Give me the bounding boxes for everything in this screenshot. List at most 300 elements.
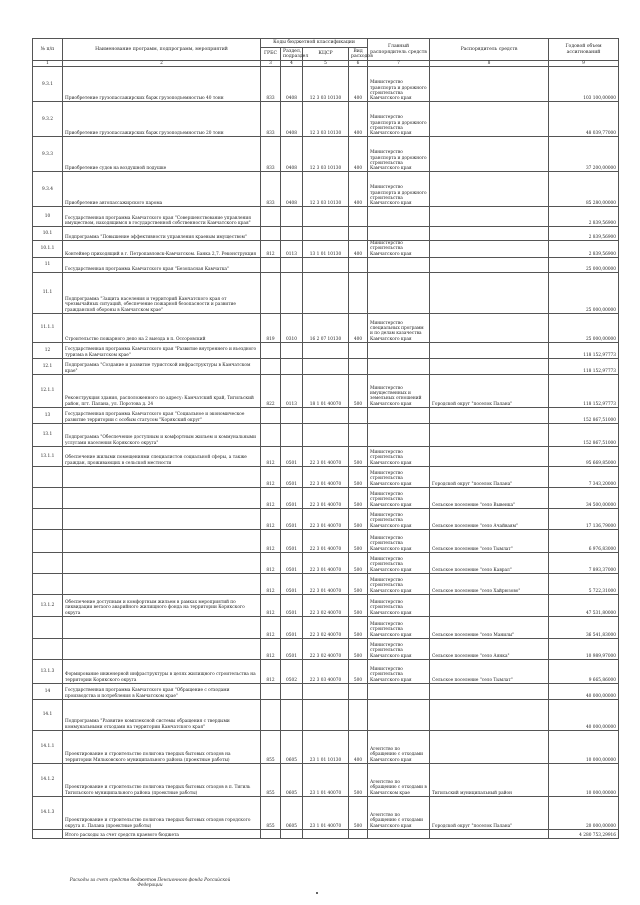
row-amount: 25 000,00000	[549, 257, 619, 272]
row-rasp	[430, 272, 549, 313]
row-name: Проектирование и строительство полигона твердых бытовых отходов на территории Мильковского муниципального района (проектные работы)	[63, 730, 261, 763]
row-rasp	[430, 358, 549, 374]
table-row	[33, 552, 619, 573]
table-row	[33, 487, 619, 508]
row-amount: 7 893,37000	[549, 552, 619, 573]
table-row	[33, 374, 619, 407]
row-vid: 400	[349, 313, 368, 342]
row-razdel: 0113	[281, 241, 303, 258]
row-vid: 500	[349, 487, 368, 508]
row-number: 10.1	[33, 227, 63, 241]
row-rasp: Городской округ "поселок Палана"	[430, 796, 549, 829]
table-row	[33, 529, 619, 552]
row-grbs: 855	[261, 796, 281, 829]
table-body	[33, 67, 619, 839]
row-rasp: Сельское поселение "село Каврал"	[430, 552, 549, 573]
row-rasp	[430, 137, 549, 172]
row-name: Подпрограмма "Защита населения и территорий Камчатского края от чрезвычайных ситуаций, обеспечение пожарной безопасности и развитие гражданской обороны в Камчатском крае"	[63, 272, 261, 313]
row-grbs: 812	[261, 508, 281, 529]
row-ksr	[303, 272, 349, 313]
row-number: 14.1.1	[33, 730, 63, 763]
table-row	[33, 241, 619, 258]
row-ksr	[303, 829, 349, 838]
row-rasp: Сельское поселение "село Аянка"	[430, 638, 549, 659]
row-number: 13.1.2	[33, 594, 63, 616]
row-glav: Министерство строительства Камчатского края	[368, 508, 430, 529]
column-index: 8	[430, 61, 549, 67]
row-rasp	[430, 241, 549, 258]
row-number: 11.1	[33, 272, 63, 313]
row-name: Проектирование и строительство полигона твердых бытовых отходов в п. Тигиль Тигильского муниципального района (проектные работы)	[63, 763, 261, 796]
row-amount: 152 867,51000	[549, 407, 619, 423]
column-index: 2	[63, 61, 261, 67]
row-ksr: 22 3 02 40070	[303, 616, 349, 638]
row-ksr	[303, 407, 349, 423]
table-row	[33, 616, 619, 638]
row-razdel: 0605	[281, 763, 303, 796]
row-ksr: 12 3 03 10130	[303, 67, 349, 102]
row-vid: 400	[349, 137, 368, 172]
row-grbs: 855	[261, 763, 281, 796]
row-glav: Министерство строительства Камчатского края	[368, 241, 430, 258]
row-amount: 103 100,00000	[549, 67, 619, 102]
row-number: 12.1.1	[33, 374, 63, 407]
table-row	[33, 466, 619, 487]
row-grbs	[261, 829, 281, 838]
row-vid: 500	[349, 796, 368, 829]
row-rasp	[430, 730, 549, 763]
row-razdel: 0501	[281, 552, 303, 573]
row-vid	[349, 257, 368, 272]
row-number	[33, 552, 63, 573]
row-rasp: Сельское поселение "село Хайрюзово"	[430, 573, 549, 594]
row-amount: 7 343,20000	[549, 466, 619, 487]
row-rasp	[430, 172, 549, 207]
row-razdel: 0605	[281, 796, 303, 829]
row-rasp	[430, 207, 549, 227]
row-ksr: 22 3 02 40070	[303, 594, 349, 616]
row-amount: 20 000,00000	[549, 796, 619, 829]
row-name	[63, 616, 261, 638]
row-name: Итого расходы за счет средств краевого бюджета	[63, 829, 261, 838]
row-number: 9.3.4	[33, 172, 63, 207]
row-glav: Агентство по обращению с отходами Камчатского края	[368, 730, 430, 763]
row-glav	[368, 407, 430, 423]
table-row	[33, 313, 619, 342]
page-mark	[316, 892, 318, 894]
row-rasp	[430, 407, 549, 423]
row-glav: Министерство строительства Камчатского края	[368, 552, 430, 573]
row-glav: Министерство транспорта и дорожного строительства Камчатского края	[368, 172, 430, 207]
row-grbs: 812	[261, 487, 281, 508]
row-rasp: Сельское поселение "село Ачайваям"	[430, 508, 549, 529]
row-glav	[368, 829, 430, 838]
row-glav	[368, 683, 430, 699]
row-glav	[368, 227, 430, 241]
row-razdel	[281, 683, 303, 699]
row-razdel	[281, 423, 303, 446]
row-glav: Министерство транспорта и дорожного строительства Камчатского края	[368, 67, 430, 102]
row-amount: 10 000,00000	[549, 730, 619, 763]
header-vid: Вид расходов	[349, 48, 368, 61]
row-amount: 2 839,56900	[549, 227, 619, 241]
row-rasp	[430, 102, 549, 137]
row-razdel: 0408	[281, 137, 303, 172]
row-number: 13.1.1	[33, 446, 63, 466]
row-number	[33, 829, 63, 838]
row-razdel: 0113	[281, 374, 303, 407]
row-grbs: 812	[261, 573, 281, 594]
row-amount: 9 665,86000	[549, 659, 619, 683]
row-name: Приобретение автопассажирского парома	[63, 172, 261, 207]
row-vid: 400	[349, 67, 368, 102]
row-grbs	[261, 407, 281, 423]
row-name	[63, 487, 261, 508]
row-ksr: 22 3 03 40070	[303, 659, 349, 683]
row-ksr: 22 3 02 40070	[303, 638, 349, 659]
row-rasp	[430, 227, 549, 241]
row-razdel	[281, 227, 303, 241]
row-number: 13.1.3	[33, 659, 63, 683]
row-number: 9.3.3	[33, 137, 63, 172]
row-razdel	[281, 699, 303, 730]
row-name: Контейнер приходящий в г. Петропавловск-Камчатском. Банка 2,7. Реконструкция	[63, 241, 261, 258]
row-amount: 36 541,83000	[549, 616, 619, 638]
row-amount: 48 039,77000	[549, 102, 619, 137]
row-name	[63, 552, 261, 573]
row-ksr: 23 1 01 40070	[303, 763, 349, 796]
row-amount: 40 000,00000	[549, 683, 619, 699]
row-razdel	[281, 272, 303, 313]
column-index: 1	[33, 61, 63, 67]
row-ksr: 16 2 07 10130	[303, 313, 349, 342]
row-vid	[349, 358, 368, 374]
row-glav	[368, 423, 430, 446]
row-rasp: Тигильский муниципальный район	[430, 763, 549, 796]
row-grbs	[261, 272, 281, 313]
row-grbs	[261, 423, 281, 446]
row-grbs: 812	[261, 552, 281, 573]
table-row	[33, 257, 619, 272]
row-name: Обеспечение доступным и комфортным жильем в рамках мероприятий по ликвидации ветхого аварийного жилищного фонда на территории Корякского округа	[63, 594, 261, 616]
row-glav: Министерство строительства Камчатского края	[368, 616, 430, 638]
row-razdel: 0408	[281, 102, 303, 137]
row-amount: 2 839,56900	[549, 207, 619, 227]
row-rasp: Сельское поселение "село Вывенка"	[430, 487, 549, 508]
table-row	[33, 102, 619, 137]
row-razdel: 0501	[281, 529, 303, 552]
row-ksr: 22 3 01 40070	[303, 487, 349, 508]
column-index: 7	[368, 61, 430, 67]
row-vid: 500	[349, 763, 368, 796]
row-glav	[368, 207, 430, 227]
row-ksr	[303, 423, 349, 446]
row-ksr: 22 3 01 40070	[303, 529, 349, 552]
row-amount: 17 136,79000	[549, 508, 619, 529]
row-grbs: 819	[261, 313, 281, 342]
row-glav: Министерство строительства Камчатского края	[368, 594, 430, 616]
column-index: 5	[303, 61, 349, 67]
table-row	[33, 638, 619, 659]
row-razdel: 0605	[281, 730, 303, 763]
row-glav: Агентство по обращению с отходами в Камчатском крае	[368, 763, 430, 796]
row-number	[33, 508, 63, 529]
row-ksr	[303, 342, 349, 358]
row-rasp: Сельское поселение "село Тымлат"	[430, 659, 549, 683]
row-razdel: 0501	[281, 508, 303, 529]
row-name: Государственная программа Камчатского края "Развитие внутреннего и въездного туризма в Камчатском крае"	[63, 342, 261, 358]
row-number: 9.3.1	[33, 67, 63, 102]
row-ksr	[303, 227, 349, 241]
row-grbs: 812	[261, 241, 281, 258]
row-rasp	[430, 342, 549, 358]
header-ksr: КЦСР	[303, 48, 349, 61]
header-amount: Годовой объем ассигнований	[549, 39, 619, 61]
row-rasp	[430, 699, 549, 730]
row-glav: Министерство транспорта и дорожного строительства Камчатского края	[368, 137, 430, 172]
row-number	[33, 487, 63, 508]
row-name	[63, 573, 261, 594]
row-number: 14	[33, 683, 63, 699]
row-number	[33, 529, 63, 552]
row-number: 9.3.2	[33, 102, 63, 137]
row-number: 14.1.2	[33, 763, 63, 796]
row-vid: 500	[349, 616, 368, 638]
row-rasp	[430, 594, 549, 616]
row-razdel	[281, 407, 303, 423]
row-vid: 500	[349, 374, 368, 407]
row-vid: 500	[349, 529, 368, 552]
table-row	[33, 172, 619, 207]
row-glav	[368, 342, 430, 358]
row-razdel	[281, 342, 303, 358]
row-glav	[368, 272, 430, 313]
row-name: Государственная программа Камчатского края "Безопасная Камчатка"	[63, 257, 261, 272]
row-number	[33, 466, 63, 487]
row-ksr	[303, 699, 349, 730]
row-ksr: 13 1 01 10130	[303, 241, 349, 258]
row-vid: 500	[349, 552, 368, 573]
row-amount: 95 669,85000	[549, 446, 619, 466]
column-index: 6	[349, 61, 368, 67]
header-glav: Главный распорядитель средств	[368, 39, 430, 61]
row-glav: Министерство строительства Камчатского края	[368, 659, 430, 683]
row-rasp	[430, 313, 549, 342]
row-ksr: 22 3 01 40070	[303, 446, 349, 466]
row-ksr: 22 3 01 40070	[303, 508, 349, 529]
row-name: Подпрограмма "Повышение эффективности управления краевым имуществом"	[63, 227, 261, 241]
row-grbs: 812	[261, 446, 281, 466]
row-amount: 118 152,97773	[549, 358, 619, 374]
row-grbs	[261, 257, 281, 272]
row-glav: Министерство строительства Камчатского края	[368, 638, 430, 659]
row-vid	[349, 407, 368, 423]
table-row	[33, 508, 619, 529]
row-vid	[349, 683, 368, 699]
row-ksr: 12 3 03 10130	[303, 102, 349, 137]
row-name: Приобретение грузопассажирских барж грузоподъемностью 20 тонн	[63, 102, 261, 137]
header-razdel: Раздел, подраздел	[281, 48, 303, 61]
row-vid	[349, 423, 368, 446]
footer-note: Расходы за счет средств бюджетов Пенсионного фонда Российской Федерации	[69, 878, 231, 889]
table-row	[33, 67, 619, 102]
table-row	[33, 342, 619, 358]
row-vid	[349, 342, 368, 358]
row-glav: Министерство строительства Камчатского края	[368, 446, 430, 466]
row-grbs	[261, 342, 281, 358]
row-ksr	[303, 207, 349, 227]
row-rasp	[430, 829, 549, 838]
row-glav: Министерство строительства Камчатского края	[368, 529, 430, 552]
row-name	[63, 529, 261, 552]
row-razdel: 0310	[281, 313, 303, 342]
row-rasp: Городской округ "поселок Палана"	[430, 466, 549, 487]
row-vid: 500	[349, 466, 368, 487]
row-razdel	[281, 257, 303, 272]
row-grbs: 812	[261, 594, 281, 616]
header-rasp: Распорядитель средств	[430, 39, 549, 61]
table-row	[33, 207, 619, 227]
row-name: Приобретение грузопассажирских барж грузоподъемностью 40 тонн	[63, 67, 261, 102]
row-glav: Министерство имущественных и земельных отношений Камчатского края	[368, 374, 430, 407]
row-rasp	[430, 446, 549, 466]
column-index: 3	[261, 61, 281, 67]
row-number: 11	[33, 257, 63, 272]
table-row	[33, 796, 619, 829]
row-rasp	[430, 67, 549, 102]
row-number: 14.1	[33, 699, 63, 730]
header-codes-group: Коды бюджетной классификации	[261, 39, 368, 48]
row-grbs: 833	[261, 102, 281, 137]
table-row	[33, 659, 619, 683]
row-number: 13.1	[33, 423, 63, 446]
row-grbs: 812	[261, 638, 281, 659]
table-header-row	[33, 39, 619, 48]
row-amount: 25 000,00000	[549, 272, 619, 313]
row-name: Подпрограмма "Создание и развитие туристской инфраструктуры в Камчатском крае"	[63, 358, 261, 374]
row-ksr: 18 1 01 40070	[303, 374, 349, 407]
row-vid: 400	[349, 102, 368, 137]
table-row	[33, 227, 619, 241]
table-row	[33, 573, 619, 594]
row-rasp: Сельское поселение "село Манилы"	[430, 616, 549, 638]
row-number	[33, 616, 63, 638]
row-name: Государственная программа Камчатского края "Совершенствование управления имуществом, находящимся в государственной собственности Камчатского края"	[63, 207, 261, 227]
row-name	[63, 638, 261, 659]
row-glav	[368, 358, 430, 374]
row-amount: 118 152,97773	[549, 374, 619, 407]
row-name: Проектирование и строительство полигона твердых бытовых отходов городского округа п. Палана (проектные работы)	[63, 796, 261, 829]
row-glav	[368, 699, 430, 730]
row-razdel: 0501	[281, 446, 303, 466]
row-vid: 500	[349, 446, 368, 466]
row-vid	[349, 829, 368, 838]
row-glav: Министерство строительства Камчатского края	[368, 466, 430, 487]
row-grbs: 855	[261, 730, 281, 763]
row-ksr: 23 1 01 10130	[303, 730, 349, 763]
budget-table	[32, 38, 619, 839]
row-razdel	[281, 358, 303, 374]
row-grbs: 822	[261, 374, 281, 407]
row-number: 10	[33, 207, 63, 227]
row-name: Государственная программа Камчатского края "Социальное и экономическое развитие территории с особым статусом "Корякский округ"	[63, 407, 261, 423]
table-row	[33, 407, 619, 423]
row-grbs: 812	[261, 616, 281, 638]
row-name: Государственная программа Камчатского края "Обращение с отходами производства и потребления в Камчатском крае"	[63, 683, 261, 699]
header-grbs: ГРБС	[261, 48, 281, 61]
row-amount: 2 839,56900	[549, 241, 619, 258]
row-razdel	[281, 207, 303, 227]
row-name: Формирование инженерной инфраструктуры в целях жилищного строительства на территории Корякского округа	[63, 659, 261, 683]
row-ksr	[303, 358, 349, 374]
row-amount: 118 152,97773	[549, 342, 619, 358]
row-number: 13	[33, 407, 63, 423]
row-vid: 500	[349, 638, 368, 659]
table-row	[33, 829, 619, 838]
table-row	[33, 137, 619, 172]
row-ksr	[303, 683, 349, 699]
row-number: 12	[33, 342, 63, 358]
table-row	[33, 272, 619, 313]
row-vid: 500	[349, 659, 368, 683]
row-rasp	[430, 683, 549, 699]
row-glav: Агентство по обращению с отходами Камчатского края	[368, 796, 430, 829]
row-grbs: 833	[261, 172, 281, 207]
row-number: 10.1.1	[33, 241, 63, 258]
row-amount: 85 280,00000	[549, 172, 619, 207]
row-number	[33, 573, 63, 594]
row-grbs	[261, 227, 281, 241]
row-amount: 37 200,00000	[549, 137, 619, 172]
row-glav	[368, 257, 430, 272]
table-row	[33, 594, 619, 616]
row-number: 11.1.1	[33, 313, 63, 342]
row-amount: 10 000,00000	[549, 763, 619, 796]
row-grbs: 812	[261, 659, 281, 683]
row-amount: 4 280 753,29916	[549, 829, 619, 838]
table-row	[33, 763, 619, 796]
row-razdel: 0501	[281, 573, 303, 594]
row-amount: 25 000,00000	[549, 313, 619, 342]
row-ksr	[303, 257, 349, 272]
table-row	[33, 446, 619, 466]
row-rasp: Сельское поселение "село Тымлат"	[430, 529, 549, 552]
row-glav: Министерство строительства Камчатского края	[368, 487, 430, 508]
column-index: 4	[281, 61, 303, 67]
row-ksr: 22 3 01 40070	[303, 573, 349, 594]
row-vid: 500	[349, 594, 368, 616]
row-name: Реконструкция здания, расположенного по адресу: Камчатский край, Тигильский район, пгт. Палана, ул. Поротова д. 24	[63, 374, 261, 407]
table-row	[33, 730, 619, 763]
column-index: 9	[549, 61, 619, 67]
row-ksr: 22 3 01 40070	[303, 466, 349, 487]
row-glav: Министерство специальных программ и по делам казачества Камчатского края	[368, 313, 430, 342]
header-name: Наименование программ, подпрограмм, мероприятий	[63, 39, 261, 61]
row-ksr: 12 3 03 10130	[303, 137, 349, 172]
row-ksr: 22 3 01 40070	[303, 552, 349, 573]
row-razdel: 0501	[281, 466, 303, 487]
row-razdel	[281, 829, 303, 838]
row-razdel: 0408	[281, 172, 303, 207]
row-vid	[349, 699, 368, 730]
row-name	[63, 508, 261, 529]
row-razdel: 0501	[281, 638, 303, 659]
row-amount: 152 867,51000	[549, 423, 619, 446]
row-vid: 500	[349, 508, 368, 529]
row-number: 14.1.3	[33, 796, 63, 829]
row-glav: Министерство строительства Камчатского края	[368, 573, 430, 594]
row-vid	[349, 227, 368, 241]
